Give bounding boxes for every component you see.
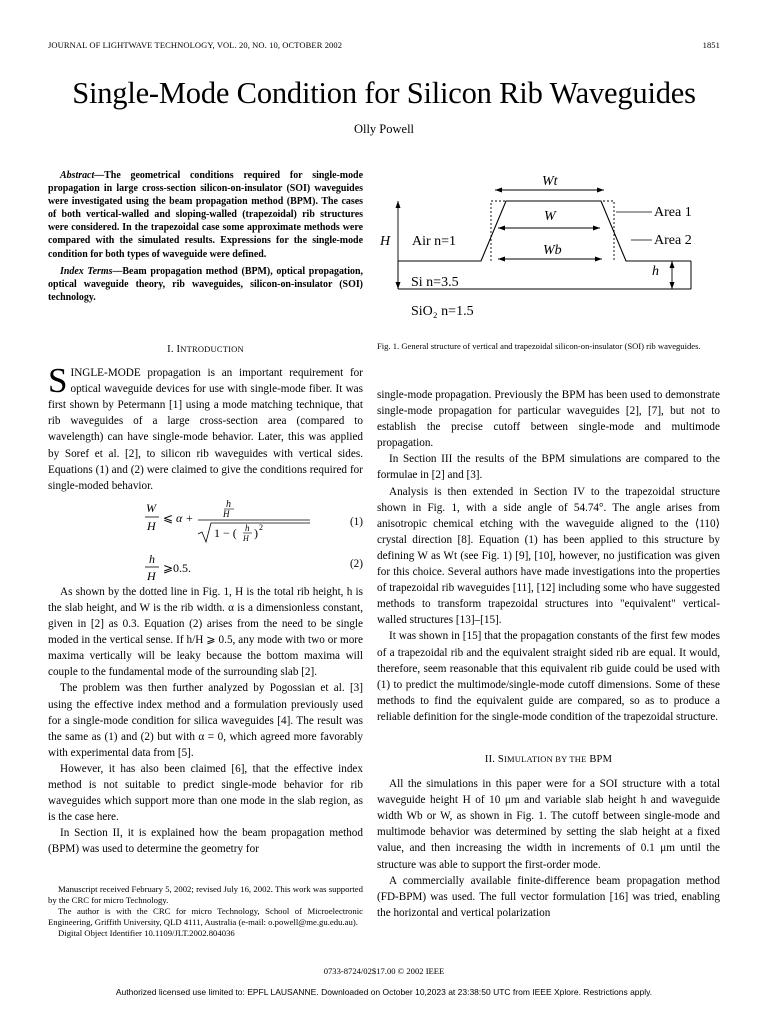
section-1-paragraph-4: However, it has also been claimed [6], that the effective index method is not suitable to predict single-mode behavior for rib waveguides which support more than one mode in the slab region, as is the case here. bbox=[48, 762, 363, 824]
area-2-label: Area 2 bbox=[654, 233, 692, 248]
H-label: H bbox=[380, 234, 391, 249]
right-column bbox=[377, 387, 720, 921]
section-1-paragraph-2: As shown by the dotted line in Fig. 1, H is the total rib height, h is the slab height, and W is the rib width. α is a dimensionless constant, given in [2] as 0.3. Equation (2) arises from the need to be single moded in the vertical sense. If h/H ⩾ 0.5, any mode with two or more maxima vertically will be leaky because the bottom maxima will couple to the fundamental mode of the surrounding slab [2]. bbox=[48, 585, 363, 679]
svg-text:h: h bbox=[245, 522, 250, 533]
air-label: Air n=1 bbox=[412, 234, 457, 249]
section-1-paragraph-5-continued: single-mode propagation. Previously the BPM has been used to demonstrate single-mode propagation for particular waveguides [2], [7], but not to establish the precise cutoff between single-mode and multimode propagation. bbox=[377, 389, 720, 450]
wt-label: Wt bbox=[542, 174, 558, 189]
w-label: W bbox=[544, 209, 556, 224]
section-2-paragraph-1: All the simulations in this paper were for a SOI structure with a total waveguide height H of 10 μm and variable slab height h and waveguide width Wb or W, as shown in Fig. 1. The cutoff between single-mode and multimode behavior was determined by setting the slab height at a fixed value, and then increasing the width in increments of 0.1 μm until the structure was able to support the first-order mode. bbox=[377, 778, 720, 871]
index-terms: Index Terms—Beam propagation method (BPM), optical propagation, optical waveguide theory, rib waveguides, silicon-on-insulator (SOI) technology. bbox=[48, 265, 363, 303]
equation-2-graphic bbox=[48, 550, 363, 584]
equation-2-number: (2) bbox=[349, 557, 363, 570]
sio2-label: SiO₂ n=1.5 bbox=[411, 304, 474, 319]
svg-text:2: 2 bbox=[259, 522, 263, 532]
section-1-heading: I. INTRODUCTION bbox=[167, 344, 244, 355]
svg-text:⩽: ⩽ bbox=[163, 510, 174, 525]
svg-text:H: H bbox=[243, 533, 249, 543]
author-name: Olly Powell bbox=[353, 122, 415, 136]
svg-text:H: H bbox=[147, 518, 156, 533]
svg-text:h: h bbox=[226, 498, 231, 510]
wb-label: Wb bbox=[543, 243, 562, 258]
abstract: Abstract—The geometrical conditions required for single-mode propagation in large cross-section silicon-on-insulator (SOI) waveguides were investigated using the beam propagation method (BPM). The cases of both vertical-walled and sloping-walled (trapezoidal) rib structures were considered. In the trapezoidal case some approximate methods were compared with the simulated results. Expressions for the single-mode condition for both types of waveguide were defined. bbox=[48, 170, 363, 260]
section-2-paragraph-2: A commercially available finite-difference beam propagation method (FD-BPM) was used. The full vector formulation [16] was tried, enabling the horizontal and vertical polarization bbox=[377, 874, 720, 919]
h-label: h bbox=[652, 264, 659, 279]
index-terms-text: Beam propagation method (BPM), optical propagation, optical waveguide theory, rib waveguides, silicon-on-insulator (SOI) technology. bbox=[48, 265, 363, 303]
license-banner: Authorized licensed use limited to: EPFL LAUSANNE. Downloaded on October 10,2023 at 23:38:50 UTC from IEEE Xplore. Restrictions apply. bbox=[115, 987, 653, 997]
figure-1 bbox=[376, 168, 720, 324]
footnote-affiliation: The author is with the CRC for micro Technology, School of Microelectronic Engineering, Griffith University, QLD 4111, Australia (e-mail: o.powell@me.gu.edu.au). bbox=[48, 906, 363, 927]
svg-text:h: h bbox=[149, 551, 155, 566]
section-1-paragraph-3: The problem was then further analyzed by Pogossian et al. [3] using the effective index method and a formulation previously used for a single-mode condition for silica waveguides [4]. The result was the same as (1) and (2) but with α = 0, which agreed more favorably with experimental data from [5]. bbox=[48, 682, 363, 759]
svg-text:W: W bbox=[146, 500, 156, 515]
footnote-received: Manuscript received February 5, 2002; revised July 16, 2002. This work was supported by the CRC for micro Technology. bbox=[48, 884, 363, 905]
equation-1-graphic bbox=[48, 498, 363, 550]
svg-text:H: H bbox=[223, 508, 230, 519]
paper-title: Single-Mode Condition for Silicon Rib Waveguides bbox=[72, 76, 696, 110]
figure-1-caption: Fig. 1. General structure of vertical and trapezoidal silicon-on-insulator (SOI) rib waveguides. bbox=[377, 341, 701, 351]
equation-1 bbox=[48, 498, 363, 550]
svg-text:H: H bbox=[147, 568, 156, 583]
abstract-block bbox=[48, 169, 363, 308]
svg-text:+: + bbox=[186, 510, 193, 525]
section-1-paragraph-6: In Section III the results of the BPM simulations are compared to the formulae in [2] and [3]. bbox=[377, 453, 720, 482]
svg-text:1 − (: 1 − ( bbox=[214, 525, 237, 540]
section-1-paragraph-8: It was shown in [15] that the propagation constants of the first few modes of a trapezoidal rib and the equivalent straight sided rib are equal. It would, therefore, seem reasonable that this equivalent rib guide could be used with (1) to predict the multimode/single-mode cutoff dimensions. Some of these methods to find the equivalent guide are compared, so as to produce a reliable definition for the single-mode condition of the trapezoidal structure. bbox=[377, 630, 720, 723]
si-label: Si n=3.5 bbox=[411, 275, 459, 290]
equation-2 bbox=[48, 550, 363, 584]
footnote-doi: Digital Object Identifier 10.1109/JLT.2002.804036 bbox=[58, 928, 235, 938]
equation-1-number: (1) bbox=[349, 515, 363, 528]
svg-text:⩾0.5.: ⩾0.5. bbox=[163, 560, 192, 575]
left-column bbox=[48, 341, 363, 857]
svg-text:): ) bbox=[254, 525, 258, 540]
section-1-paragraph-1: SINGLE-MODE propagation is an important requirement for optical waveguide devices for use with single-mode fiber. It was first shown by Petermann [1] using a mode matching technique, that rib waveguides of a large cross-section area (compared to wavelength) can have single-mode behavior. Later, this was applied by Soref et al. [2], to silicon rib waveguides with vertical sides. Equations (1) and (2) were claimed to give the conditions required for single-moded behavior. bbox=[48, 361, 363, 492]
section-2-heading: II. SIMULATION BY THE BPM bbox=[484, 753, 613, 765]
area-1-label: Area 1 bbox=[654, 205, 692, 220]
abstract-text: The geometrical conditions required for single-mode propagation in large cross-section silicon-on-insulator (SOI) waveguides were investigated using the beam propagation method (BPM). The cases of both vertical-walled and sloping-walled (trapezoidal) rib structures were considered. In the trapezoidal case some approximate methods were compared with the simulated results. Expressions for the single-mode condition for both types of waveguide were defined. bbox=[48, 170, 363, 260]
index-terms-label: Index Terms bbox=[60, 265, 113, 277]
copyright-line: 0733-8724/02$17.00 © 2002 IEEE bbox=[323, 966, 445, 976]
page-number: 1851 bbox=[702, 40, 720, 50]
section-1-paragraph-7: Analysis is then extended in Section IV to the trapezoidal structure shown in Fig. 1, with a side angle of 54.74°. The angle arises from anisotropic chemical etching with the waveguide aligned to the ⟨110⟩ crystal direction [8]. Equation (1) has been applied to this structure by defining W as Wt (see Fig. 1) [9], [10], however, no justification was given for this choice. Several authors have made investigations into the properties of trapezoidal rib waveguides [11], [12] including some who have suggested methods to transform trapezoidal structures into "equivalent" vertical-walled structures [13]–[15]. bbox=[377, 485, 720, 627]
footnotes bbox=[48, 884, 363, 939]
drop-cap: S bbox=[48, 361, 68, 401]
section-1-paragraph-5: In Section II, it is explained how the beam propagation method (BPM) was used to determine the geometry for bbox=[48, 827, 363, 856]
running-header: JOURNAL OF LIGHTWAVE TECHNOLOGY, VOL. 20, NO. 10, OCTOBER 2002 bbox=[48, 40, 343, 50]
svg-text:α: α bbox=[176, 510, 183, 525]
abstract-label: Abstract bbox=[60, 170, 95, 181]
